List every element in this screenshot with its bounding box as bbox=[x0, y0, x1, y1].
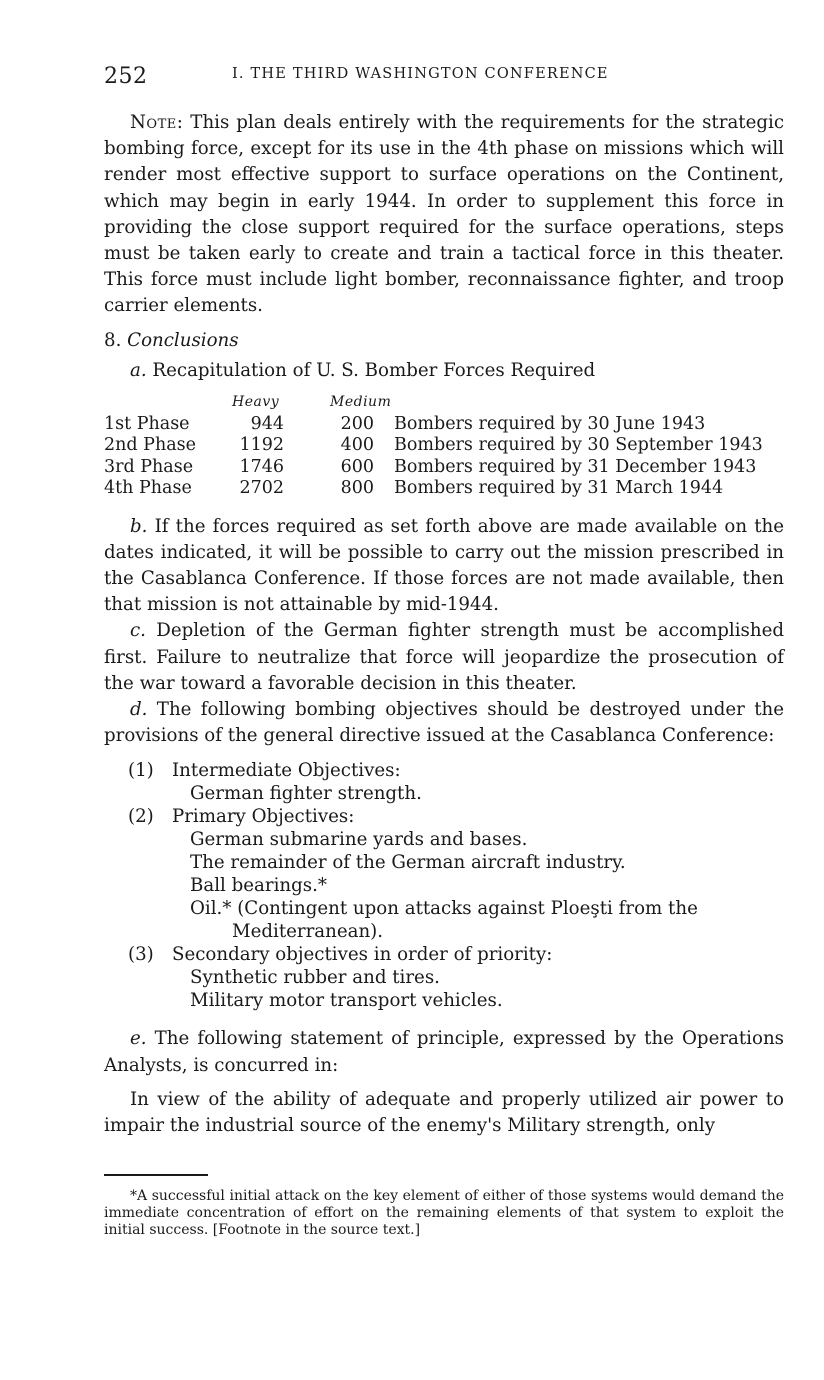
header-heavy: Heavy bbox=[232, 393, 280, 410]
document-page bbox=[104, 60, 784, 1139]
paragraph-d-letter: d. bbox=[130, 699, 148, 721]
paragraph-c bbox=[104, 618, 784, 697]
paragraph-d bbox=[104, 697, 784, 749]
paragraph-d-text: The following bombing objectives should be destroyed under the provisions of the general directive issued at the Casablanca Conference: bbox=[104, 699, 784, 747]
phase-cell: 4th Phase bbox=[104, 478, 192, 499]
list-number: (3) bbox=[128, 944, 154, 966]
section-title: Conclusions bbox=[127, 329, 239, 351]
note-text: This plan deals entirely with the requirements for the strategic bombing force, except for its use in the 4th phase on missions which will render most effective support to surface operations on the Continent, which may begin in early 1944. In order to supplement this force in providing the close support required for the surface operations, steps must be taken early to create and train a tactical force in this theater. This force must include light bomber, reconnaissance fighter, and troop carrier elements. bbox=[104, 112, 784, 317]
running-title: I. THE THIRD WASHINGTON CONFERENCE bbox=[232, 66, 609, 82]
list-subitem-continuation: Mediterranean). bbox=[232, 921, 384, 943]
bomber-forces-table bbox=[104, 394, 784, 500]
heavy-cell: 1746 bbox=[239, 456, 284, 477]
table-row bbox=[104, 478, 784, 500]
medium-cell: 600 bbox=[340, 456, 374, 477]
list-item bbox=[104, 759, 784, 782]
paragraph-e bbox=[104, 1026, 784, 1078]
phase-cell: 1st Phase bbox=[104, 413, 190, 434]
description-cell: Bombers required by 30 September 1943 bbox=[394, 435, 763, 456]
paragraph-c-text: Depletion of the German fighter strength must be accomplished first. Failure to neutralize that force will jeopardize the prosecution of the war toward a favorable decision in this theater. bbox=[104, 620, 784, 694]
subsection-a-title: Recapitulation of U. S. Bomber Forces Required bbox=[152, 359, 596, 381]
description-cell: Bombers required by 30 June 1943 bbox=[394, 413, 706, 434]
subsection-a-heading bbox=[130, 358, 784, 384]
paragraph-e-text: The following statement of principle, expressed by the Operations Analysts, is concurred in: bbox=[104, 1028, 784, 1076]
running-head bbox=[104, 60, 784, 100]
list-item bbox=[104, 805, 784, 828]
medium-cell: 800 bbox=[340, 478, 374, 499]
header-medium: Medium bbox=[330, 393, 392, 410]
table-row bbox=[104, 435, 784, 457]
list-subitem: Ball bearings.* bbox=[190, 875, 327, 897]
list-subitem: German submarine yards and bases. bbox=[190, 829, 528, 851]
paragraph-e-letter: e. bbox=[130, 1028, 147, 1050]
paragraph-b bbox=[104, 514, 784, 619]
paragraph-b-text: If the forces required as set forth above are made available on the dates indicated, it will be possible to carry out the mission prescribed in the Casablanca Conference. If those forces are not made available, then that mission is not attainable by mid-1944. bbox=[104, 515, 784, 616]
table-header bbox=[104, 394, 784, 414]
objectives-list bbox=[104, 759, 784, 1012]
paragraph-c-letter: c. bbox=[130, 620, 146, 642]
list-subitem: The remainder of the German aircraft industry. bbox=[190, 852, 626, 874]
medium-cell: 400 bbox=[340, 435, 374, 456]
heavy-cell: 944 bbox=[250, 413, 284, 434]
list-item bbox=[104, 943, 784, 966]
heavy-cell: 1192 bbox=[239, 435, 284, 456]
list-title: Intermediate Objectives: bbox=[172, 760, 401, 782]
closing-paragraph: In view of the ability of adequate and properly utilized air power to impair the industrial source of the enemy's Military strength, only bbox=[104, 1088, 784, 1137]
note-paragraph bbox=[104, 110, 784, 320]
paragraph-b-letter: b. bbox=[130, 515, 148, 537]
description-cell: Bombers required by 31 March 1944 bbox=[394, 478, 724, 499]
footnote-rule bbox=[104, 1174, 208, 1176]
list-title: Secondary objectives in order of priority: bbox=[172, 944, 553, 966]
description-cell: Bombers required by 31 December 1943 bbox=[394, 456, 757, 477]
subsection-a-letter: a. bbox=[130, 359, 147, 381]
medium-cell: 200 bbox=[340, 413, 374, 434]
page-number: 252 bbox=[104, 64, 148, 89]
note-label: Note: bbox=[130, 112, 184, 133]
list-subitem: German fighter strength. bbox=[190, 783, 422, 805]
heavy-cell: 2702 bbox=[239, 478, 284, 499]
phase-cell: 2nd Phase bbox=[104, 435, 196, 456]
list-number: (2) bbox=[128, 806, 154, 828]
section-heading bbox=[104, 328, 784, 354]
list-subitem: Oil.* (Contingent upon attacks against Ploeşti from the bbox=[190, 898, 698, 920]
list-subitem: Synthetic rubber and tires. bbox=[190, 967, 440, 989]
section-number: 8. bbox=[104, 329, 122, 351]
footnote: *A successful initial attack on the key element of either of those systems would demand the immediate concentration of effort on the remaining elements of that system to exploit the initial success. [Footnote in the source text.] bbox=[104, 1188, 784, 1238]
table-row bbox=[104, 457, 784, 479]
list-title: Primary Objectives: bbox=[172, 806, 355, 828]
list-number: (1) bbox=[128, 760, 154, 782]
table-row bbox=[104, 414, 784, 436]
list-subitem: Military motor transport vehicles. bbox=[190, 990, 503, 1012]
phase-cell: 3rd Phase bbox=[104, 456, 194, 477]
